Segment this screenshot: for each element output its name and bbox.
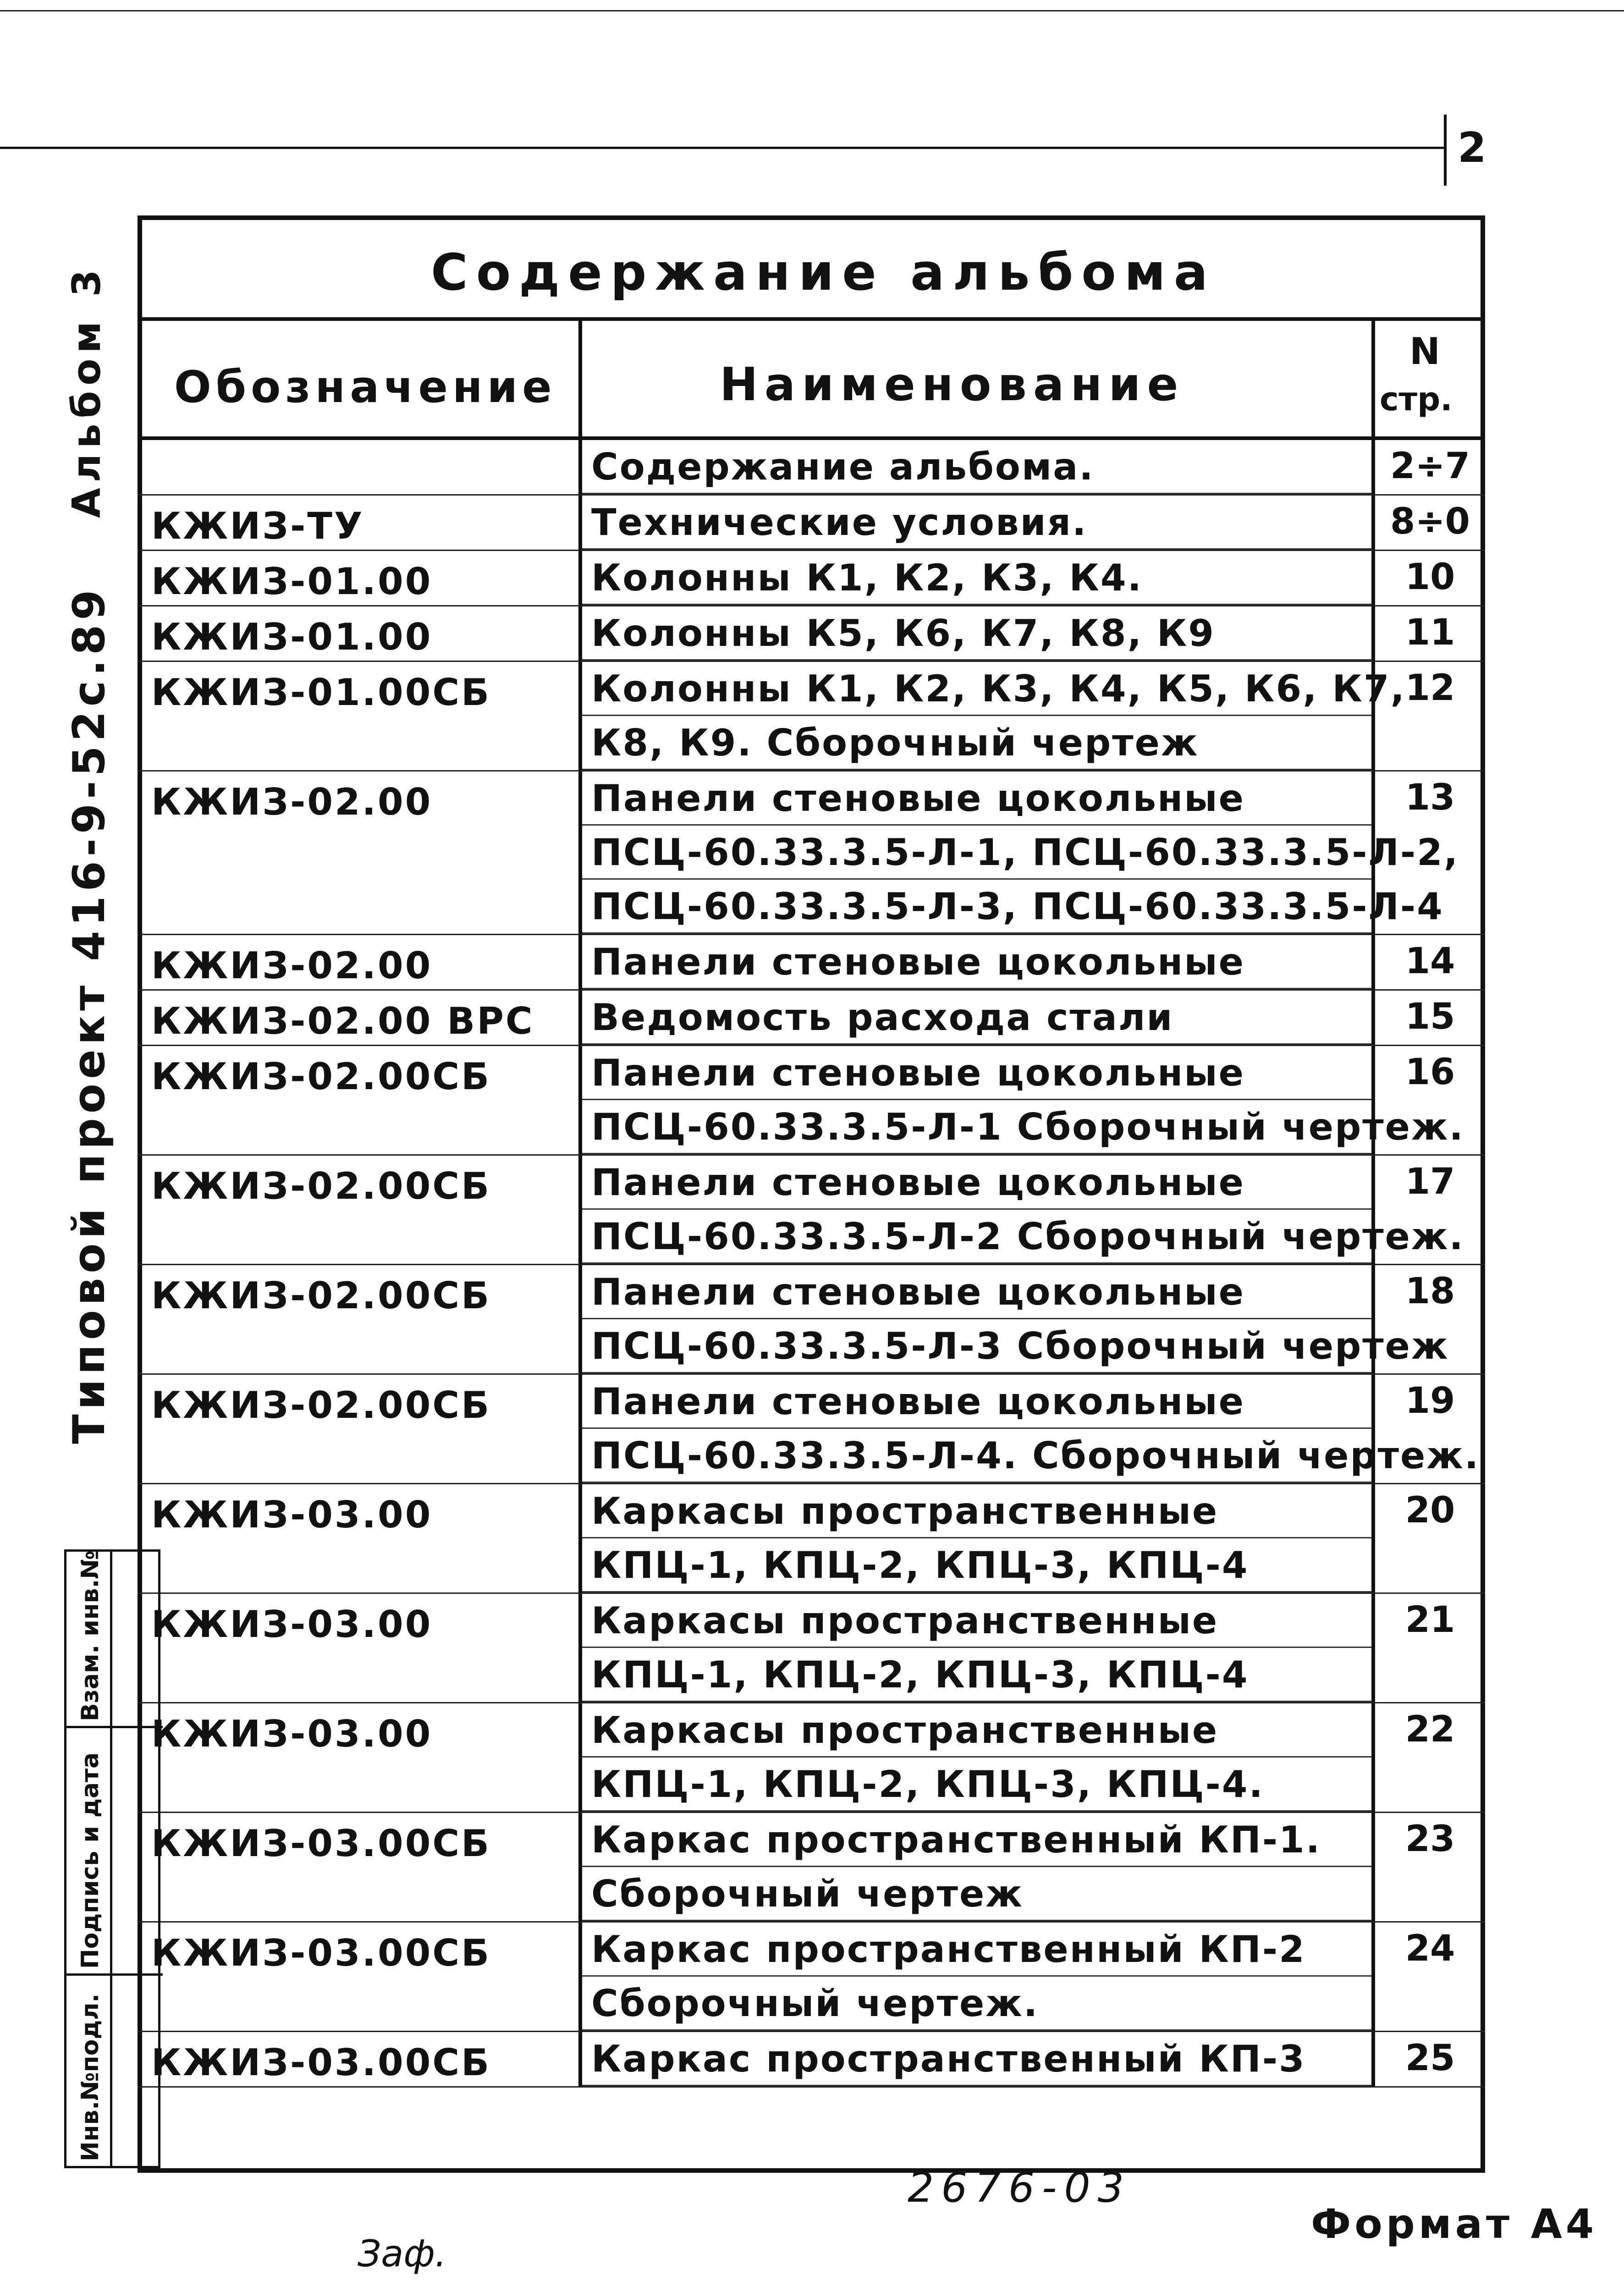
row-code: КЖИЗ-03.00СБ bbox=[151, 1932, 491, 1974]
row-name-line: ПСЦ-60.33.3.5-Л-3 Сборочный чертеж bbox=[582, 1319, 1371, 1373]
stamp-divider bbox=[66, 1726, 163, 1728]
row-page-cell bbox=[1375, 1156, 1485, 1264]
row-name-cell bbox=[582, 496, 1375, 550]
row-code-cell bbox=[138, 1046, 582, 1154]
row-name-line: КПЦ-1, КПЦ-2, КПЦ-3, КПЦ-4 bbox=[582, 1538, 1371, 1592]
row-code-cell bbox=[138, 551, 582, 605]
row-name-cell bbox=[582, 551, 1375, 605]
row-name-line: КПЦ-1, КПЦ-2, КПЦ-3, КПЦ-4 bbox=[582, 1648, 1371, 1702]
table-row bbox=[138, 1703, 1485, 1813]
row-code-cell bbox=[138, 1594, 582, 1702]
row-page-cell bbox=[1375, 662, 1485, 770]
row-page: 19 bbox=[1405, 1380, 1455, 1421]
row-name-line: К8, К9. Сборочный чертеж bbox=[582, 716, 1371, 770]
row-page-cell bbox=[1375, 1923, 1485, 2031]
row-page-cell bbox=[1375, 496, 1485, 550]
row-code: КЖИЗ-03.00 bbox=[151, 1493, 433, 1536]
table-row bbox=[138, 991, 1485, 1046]
row-code: КЖИЗ-01.00 bbox=[151, 560, 433, 603]
row-page: 25 bbox=[1405, 2038, 1455, 2079]
row-code: КЖИЗ-03.00 bbox=[151, 1713, 433, 1755]
table-row bbox=[138, 771, 1485, 935]
header-page-n: N bbox=[1409, 330, 1440, 373]
row-code: КЖИЗ-03.00СБ bbox=[151, 1822, 491, 1865]
row-name-line: Каркас пространственный КП-2 bbox=[582, 1923, 1371, 1977]
row-code-cell bbox=[138, 440, 582, 494]
header-code-label: Обозначение bbox=[174, 362, 556, 413]
row-page-cell bbox=[1375, 2032, 1485, 2086]
format-label: Формат А4 bbox=[1311, 2200, 1598, 2248]
row-code: КЖИЗ-02.00СБ bbox=[151, 1274, 491, 1317]
row-name-line: Каркас пространственный КП-3 bbox=[582, 2032, 1371, 2086]
row-code-cell bbox=[138, 1484, 582, 1592]
table-row bbox=[138, 935, 1485, 991]
row-name-line: КПЦ-1, КПЦ-2, КПЦ-3, КПЦ-4. bbox=[582, 1758, 1371, 1812]
row-name-line: ПСЦ-60.33.3.5-Л-3, ПСЦ-60.33.3.5-Л-4 bbox=[582, 880, 1371, 934]
row-page-cell bbox=[1375, 1703, 1485, 1812]
row-page-cell bbox=[1375, 1813, 1485, 1921]
row-code-cell bbox=[138, 1265, 582, 1373]
row-code: КЖИЗ-02.00 bbox=[151, 944, 433, 987]
row-name-line: Панели стеновые цокольные bbox=[582, 1265, 1371, 1319]
table-row bbox=[138, 1375, 1485, 1484]
row-page: 13 bbox=[1405, 777, 1455, 818]
header-name-label: Наименование bbox=[720, 358, 1185, 411]
row-name-line: Каркасы пространственные bbox=[582, 1594, 1371, 1648]
row-name-cell bbox=[582, 1923, 1375, 2031]
row-page: 12 bbox=[1405, 667, 1455, 709]
table-row bbox=[138, 1594, 1485, 1703]
row-name-line: Каркас пространственный КП-1. bbox=[582, 1813, 1371, 1867]
row-name-cell bbox=[582, 2032, 1375, 2086]
row-page: 17 bbox=[1405, 1161, 1455, 1202]
table-row bbox=[138, 551, 1485, 606]
row-code: КЖИЗ-01.00СБ bbox=[151, 671, 491, 714]
row-page-cell bbox=[1375, 1375, 1485, 1483]
row-code: КЖИЗ-ТУ bbox=[151, 505, 364, 547]
row-page: 14 bbox=[1405, 941, 1455, 982]
row-page: 2÷7 bbox=[1390, 446, 1470, 487]
table-row bbox=[138, 662, 1485, 771]
top-border-line bbox=[0, 10, 1624, 11]
row-name-line: Колонны К5, К6, К7, К8, К9 bbox=[582, 606, 1371, 661]
title-row bbox=[138, 215, 1485, 321]
row-name-line: Колонны К1, К2, К3, К4, К5, К6, К7, bbox=[582, 662, 1371, 716]
row-code: КЖИЗ-02.00СБ bbox=[151, 1165, 491, 1207]
row-name-cell bbox=[582, 1484, 1375, 1592]
row-name-cell bbox=[582, 1703, 1375, 1812]
row-name-cell bbox=[582, 935, 1375, 989]
row-page: 21 bbox=[1405, 1599, 1455, 1641]
page-number: 2 bbox=[1458, 124, 1486, 172]
stamp-divider bbox=[66, 1973, 163, 1976]
row-page: 24 bbox=[1405, 1928, 1455, 1969]
row-page-cell bbox=[1375, 551, 1485, 605]
row-name-line: Содержание альбома. bbox=[582, 440, 1371, 494]
row-code-cell bbox=[138, 1703, 582, 1812]
row-page: 16 bbox=[1405, 1052, 1455, 1093]
header-name bbox=[582, 321, 1375, 440]
row-name-cell bbox=[582, 1813, 1375, 1921]
row-name-line: Колонны К1, К2, К3, К4. bbox=[582, 551, 1371, 605]
contents-table bbox=[138, 440, 1485, 2088]
row-name-line: Панели стеновые цокольные bbox=[582, 1156, 1371, 1210]
row-code-cell bbox=[138, 1156, 582, 1264]
row-page: 20 bbox=[1405, 1490, 1455, 1531]
row-page-cell bbox=[1375, 771, 1485, 934]
table-row bbox=[138, 1046, 1485, 1156]
row-name-cell bbox=[582, 1594, 1375, 1702]
row-page: 10 bbox=[1405, 556, 1455, 598]
table-row bbox=[138, 1484, 1485, 1594]
row-page-cell bbox=[1375, 935, 1485, 989]
row-page-cell bbox=[1375, 1594, 1485, 1702]
row-name-line: Панели стеновые цокольные bbox=[582, 1375, 1371, 1429]
frame-top-line bbox=[0, 147, 1444, 149]
row-page-cell bbox=[1375, 606, 1485, 661]
row-name-cell bbox=[582, 662, 1406, 770]
row-code-cell bbox=[138, 935, 582, 989]
row-page: 18 bbox=[1405, 1271, 1455, 1312]
row-code: КЖИЗ-01.00 bbox=[151, 616, 433, 658]
row-page: 22 bbox=[1405, 1709, 1455, 1750]
side-project-label: Типовой проект 416-9-52с.89 bbox=[64, 585, 115, 1444]
footer-code: 2676-03 bbox=[908, 2164, 1132, 2212]
row-name-line: Панели стеновые цокольные bbox=[582, 1046, 1371, 1100]
page-title: Содержание альбома bbox=[431, 243, 1217, 302]
row-name-line: Каркасы пространственные bbox=[582, 1484, 1371, 1538]
row-name-line: Панели стеновые цокольные bbox=[582, 771, 1371, 826]
stamp-replace-label: Взам. инв.№ bbox=[77, 1550, 104, 1721]
row-code: КЖИЗ-03.00СБ bbox=[151, 2041, 491, 2084]
row-code-cell bbox=[138, 1813, 582, 1921]
row-code-cell bbox=[138, 2032, 582, 2086]
row-page-cell bbox=[1375, 1046, 1485, 1154]
header-code bbox=[138, 321, 582, 440]
row-page: 8÷0 bbox=[1390, 501, 1470, 542]
row-page-cell bbox=[1375, 1484, 1485, 1592]
row-name-line: ПСЦ-60.33.3.5-Л-2 Сборочный чертеж. bbox=[582, 1210, 1371, 1264]
table-row bbox=[138, 1813, 1485, 1923]
stamp-inv-label: Инв.№подл. bbox=[77, 1993, 104, 2161]
side-album-label: Альбом 3 bbox=[64, 264, 110, 518]
row-page: 11 bbox=[1405, 612, 1455, 653]
header-page-label: стр. bbox=[1380, 380, 1453, 418]
stamp-sign-date-label: Подпись и дата bbox=[77, 1752, 104, 1969]
table-row bbox=[138, 440, 1485, 496]
row-code-cell bbox=[138, 771, 582, 934]
row-name-line: ПСЦ-60.33.3.5-Л-1, ПСЦ-60.33.3.5-Л-2, bbox=[582, 826, 1371, 880]
approval-stamp bbox=[64, 1549, 160, 2168]
table-row bbox=[138, 606, 1485, 662]
row-name-line: Технические условия. bbox=[582, 496, 1371, 550]
row-name-line: Панели стеновые цокольные bbox=[582, 935, 1371, 989]
row-code-cell bbox=[138, 991, 582, 1045]
row-code: КЖИЗ-02.00СБ bbox=[151, 1384, 491, 1427]
table-row bbox=[138, 1156, 1485, 1265]
row-page-cell bbox=[1375, 991, 1485, 1045]
row-page-cell bbox=[1375, 440, 1485, 494]
row-code: КЖИЗ-02.00 bbox=[151, 781, 433, 823]
row-page: 15 bbox=[1405, 996, 1455, 1037]
row-name-line: Ведомость расхода стали bbox=[582, 991, 1371, 1045]
row-code-cell bbox=[138, 1923, 582, 2031]
row-page-cell bbox=[1375, 1265, 1485, 1373]
row-code-cell bbox=[138, 606, 582, 661]
row-code: КЖИЗ-03.00 bbox=[151, 1603, 433, 1646]
header-page bbox=[1375, 321, 1485, 440]
row-name-line: ПСЦ-60.33.3.5-Л-1 Сборочный чертеж. bbox=[582, 1100, 1371, 1154]
row-code-cell bbox=[138, 496, 582, 550]
row-code: КЖИЗ-02.00СБ bbox=[151, 1055, 491, 1098]
table-row bbox=[138, 1923, 1485, 2032]
row-name-line: ПСЦ-60.33.3.5-Л-4. Сборочный чертеж. bbox=[582, 1429, 1371, 1483]
row-name-cell bbox=[582, 606, 1375, 661]
table-row bbox=[138, 1265, 1485, 1375]
signature: Заф. bbox=[358, 2232, 447, 2275]
table-row bbox=[138, 2032, 1485, 2088]
row-name-line: Сборочный чертеж bbox=[582, 1867, 1371, 1921]
row-code-cell bbox=[138, 1375, 582, 1483]
row-code-cell bbox=[138, 662, 582, 770]
row-page: 23 bbox=[1405, 1818, 1455, 1860]
row-code: КЖИЗ-02.00 ВРС bbox=[151, 1000, 534, 1042]
row-name-cell bbox=[582, 440, 1375, 494]
row-name-cell bbox=[582, 991, 1375, 1045]
row-name-line: Сборочный чертеж. bbox=[582, 1977, 1371, 2031]
table-row bbox=[138, 496, 1485, 551]
row-name-line: Каркасы пространственные bbox=[582, 1703, 1371, 1758]
